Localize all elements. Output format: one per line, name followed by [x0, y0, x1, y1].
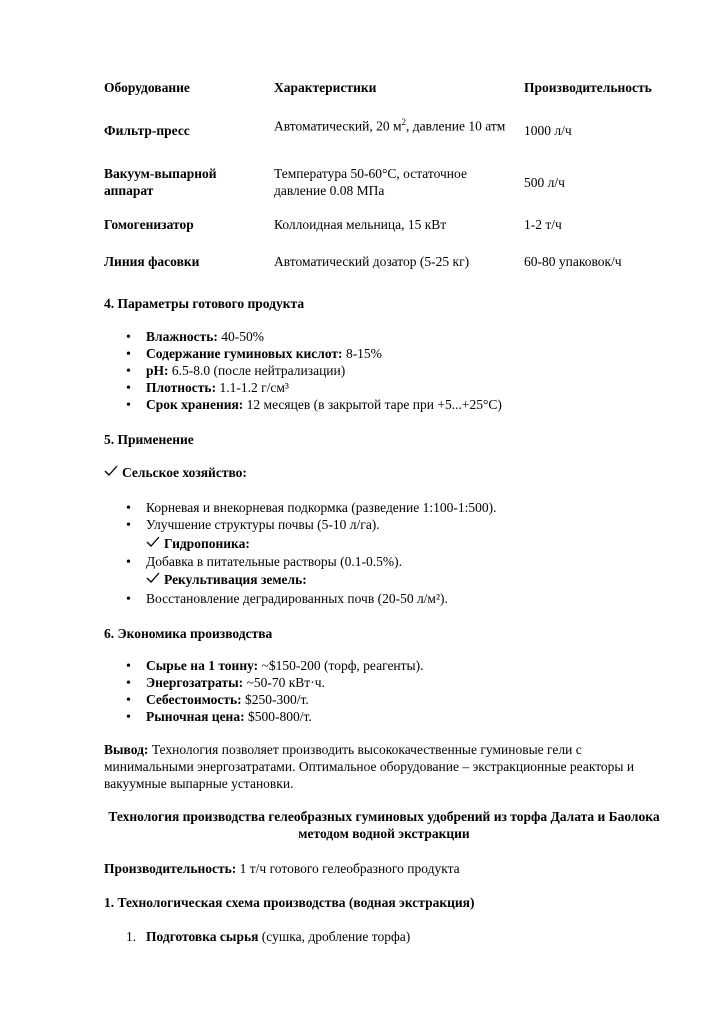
table-row-performance: 1000 л/ч — [524, 123, 572, 138]
table-row-spec: Автоматический, 20 $м^2$, давление 10 атм — [274, 117, 506, 134]
section-heading-product-params: 4. Параметры готового продукта — [104, 296, 305, 311]
table-header-equipment: Оборудование — [104, 80, 190, 95]
section-heading-application: 5. Применение — [104, 432, 194, 447]
check-mark-icon — [104, 464, 122, 481]
conclusion-paragraph: Вывод: Технология позволяет производить высококачественные гуминовые гели с минимальными энергозатратами. Оптимальное оборудование – экстракционные реакторы и вакуумные выпарные установки. — [104, 742, 635, 791]
table-row-performance: 1-2 т/ч — [524, 217, 562, 232]
table-row-equipment: Гомогенизатор — [104, 217, 194, 232]
table-row-spec: Температура 50-60°C, остаточное давление 0.08 МПа — [274, 166, 467, 198]
subheading-recultivation: Рекультивация земель: — [146, 571, 307, 588]
section-heading-economics: 6. Экономика производства — [104, 626, 273, 641]
productivity-line: Производительность: 1 т/ч готового гелеобразного продукта — [104, 861, 460, 876]
check-mark-icon — [146, 571, 164, 588]
check-mark-icon — [146, 535, 164, 552]
table-row-equipment: Вакуум-выпарной аппарат — [104, 166, 217, 198]
table-row-spec: Коллоидная мельница, 15 кВт — [274, 217, 447, 232]
table-row-equipment: Фильтр-пресс — [104, 123, 190, 138]
list-item: 1. Подготовка сырья (сушка, дробление торфа) — [126, 929, 411, 944]
table-header-performance: Производительность — [524, 80, 652, 95]
document-title: Технология производства гелеобразных гуминовых удобрений из торфа Далата и Баолока методом водной экстракции — [108, 809, 660, 841]
subheading-agriculture: Сельское хозяйство: — [104, 464, 247, 481]
subheading-hydroponics: Гидропоника: — [146, 535, 250, 552]
table-row-performance: 60-80 упаковок/ч — [524, 254, 622, 269]
table-row-equipment: Линия фасовки — [104, 254, 200, 269]
table-row-performance: 500 л/ч — [524, 175, 565, 190]
table-header-specs: Характеристики — [274, 80, 377, 95]
section-heading-process-scheme: 1. Технологическая схема производства (водная экстракция) — [104, 895, 475, 910]
table-row-spec: Автоматический дозатор (5-25 кг) — [274, 254, 470, 269]
